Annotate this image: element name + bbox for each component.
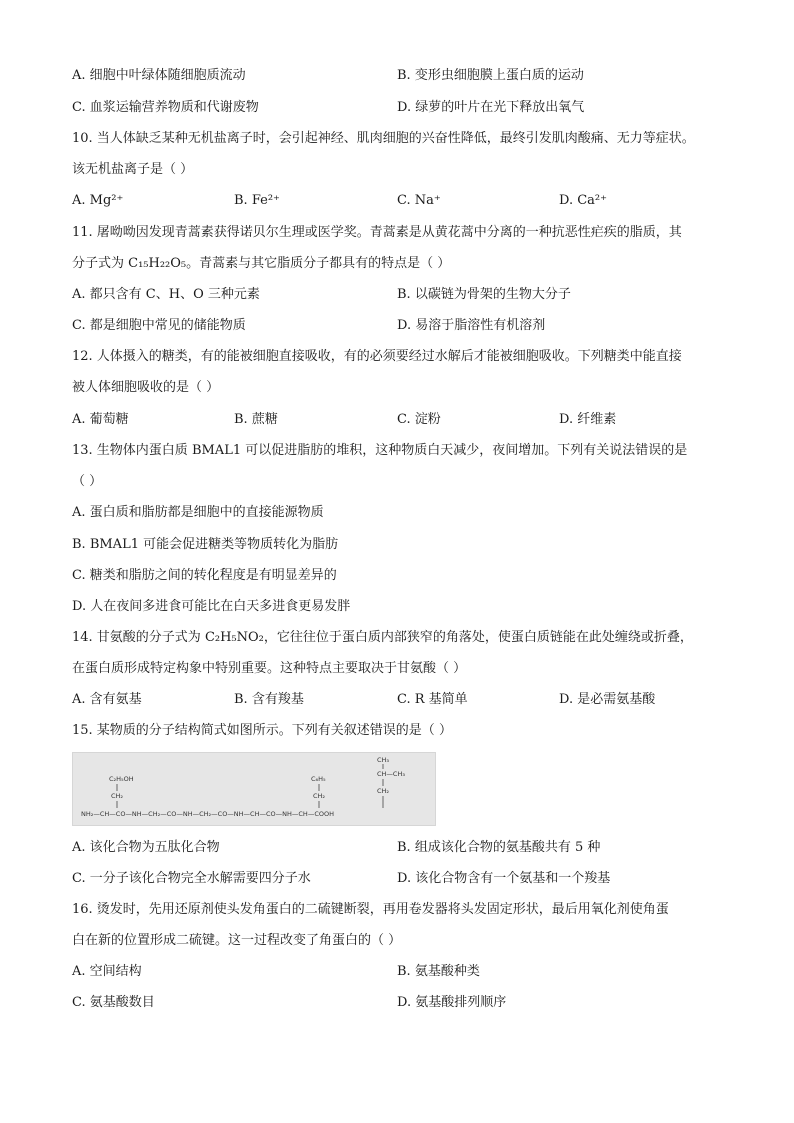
q10-option-b: B. Fe²⁺ — [234, 193, 280, 208]
q12-stem-line1: 12. 人体摄入的糖类，有的能被细胞直接吸收，有的必须要经过水解后才能被细胞吸收。下列糖类中能直接 — [72, 349, 682, 364]
q14-option-b: B. 含有羧基 — [234, 692, 304, 707]
q13-option-b: B. BMAL1 可能会促进糖类等物质转化为脂肪 — [72, 537, 339, 552]
q16-option-c: C. 氨基酸数目 — [72, 995, 155, 1010]
sidechain-5-chch3: CH—CH₃ — [377, 770, 405, 778]
q15-stem-line1: 15. 某物质的分子结构简式如图所示。下列有关叙述错误的是（ ） — [72, 723, 452, 738]
q14-stem-line2: 在蛋白质形成特定构象中特别重要。这种特点主要取决于甘氨酸（ ） — [72, 661, 467, 676]
q9-option-d: D. 绿萝的叶片在光下释放出氧气 — [397, 100, 585, 115]
q11-option-c: C. 都是细胞中常见的储能物质 — [72, 318, 246, 333]
q14-option-c: C. R 基简单 — [397, 692, 468, 707]
main-chain: NH₂—CH—CO—NH—CH₂—CO—NH—CH₂—CO—NH—CH—CO—NH—CH—COOH — [81, 810, 334, 818]
q10-option-c: C. Na⁺ — [397, 193, 441, 208]
q10-stem-line1: 10. 当人体缺乏某种无机盐离子时，会引起神经、肌肉细胞的兴奋性降低，最终引发肌肉酸痛、无力等症状。 — [72, 131, 695, 146]
q16-option-a: A. 空间结构 — [72, 964, 142, 979]
q14-option-a: A. 含有氨基 — [72, 692, 142, 707]
q11-option-d: D. 易溶于脂溶性有机溶剂 — [397, 318, 546, 333]
sidechain-4-ch2: CH₂ — [313, 792, 326, 800]
q16-option-d: D. 氨基酸排列顺序 — [397, 995, 507, 1010]
q11-stem-line1: 11. 屠呦呦因发现青蒿素获得诺贝尔生理或医学奖。青蒿素是从黄花蒿中分离的一种抗恶性疟疾的脂质，其 — [72, 225, 682, 240]
q14-stem-line1: 14. 甘氨酸的分子式为 C₂H₅NO₂，它往往位于蛋白质内部狭窄的角落处，使蛋白质链能在此处缠绕或折叠， — [72, 630, 693, 645]
q12-stem-line2: 被人体细胞吸收的是（ ） — [72, 380, 220, 395]
q15-option-a: A. 该化合物为五肽化合物 — [72, 840, 220, 855]
q12-option-b: B. 蔗糖 — [234, 412, 278, 427]
sidechain-5-ch3: CH₃ — [377, 756, 390, 764]
q13-option-a: A. 蛋白质和脂肪都是细胞中的直接能源物质 — [72, 505, 324, 520]
q11-option-b: B. 以碳链为骨架的生物大分子 — [397, 287, 571, 302]
q11-option-a: A. 都只含有 C、H、O 三种元素 — [72, 287, 260, 302]
sidechain-4-top: C₆H₅ — [311, 775, 326, 783]
q14-option-d: D. 是必需氨基酸 — [559, 692, 656, 707]
q11-stem-line2: 分子式为 C₁₅H₂₂O₅。青蒿素与其它脂质分子都具有的特点是（ ） — [72, 256, 451, 271]
q15-option-c: C. 一分子该化合物完全水解需要四分子水 — [72, 871, 311, 886]
q9-option-c: C. 血浆运输营养物质和代谢废物 — [72, 100, 259, 115]
q12-option-c: C. 淀粉 — [397, 412, 441, 427]
q13-stem-line1: 13. 生物体内蛋白质 BMAL1 可以促进脂肪的堆积，这种物质白天减少，夜间增加。下列有关说法错误的是 — [72, 443, 688, 458]
q9-option-b: B. 变形虫细胞膜上蛋白质的运动 — [397, 68, 584, 83]
sidechain-5-ch2: CH₂ — [377, 787, 390, 795]
q10-stem-line2: 该无机盐离子是（ ） — [72, 162, 194, 177]
q12-option-a: A. 葡萄糖 — [72, 412, 129, 427]
q13-option-c: C. 糖类和脂肪之间的转化程度是有明显差异的 — [72, 568, 337, 583]
sidechain-1-ch2: CH₂ — [111, 792, 124, 800]
q16-stem-line2: 白在新的位置形成二硫键。这一过程改变了角蛋白的（ ） — [72, 933, 402, 948]
q16-option-b: B. 氨基酸种类 — [397, 964, 480, 979]
q16-stem-line1: 16. 烫发时，先用还原剂使头发角蛋白的二硫键断裂，再用卷发器将头发固定形状，最后用氧化剂使角蛋 — [72, 902, 669, 917]
q13-option-d: D. 人在夜间多进食可能比在白天多进食更易发胖 — [72, 599, 351, 614]
q12-option-d: D. 纤维素 — [559, 412, 617, 427]
q13-stem-line2: （ ） — [72, 474, 103, 489]
q15-option-b: B. 组成该化合物的氨基酸共有 5 种 — [397, 840, 601, 855]
q10-option-d: D. Ca²⁺ — [559, 193, 607, 208]
sidechain-1-top: C₂H₅OH — [109, 775, 134, 783]
q15-option-d: D. 该化合物含有一个氨基和一个羧基 — [397, 871, 611, 886]
q10-option-a: A. Mg²⁺ — [72, 193, 124, 208]
peptide-structure-figure — [72, 752, 436, 826]
q9-option-a: A. 细胞中叶绿体随细胞质流动 — [72, 68, 246, 83]
